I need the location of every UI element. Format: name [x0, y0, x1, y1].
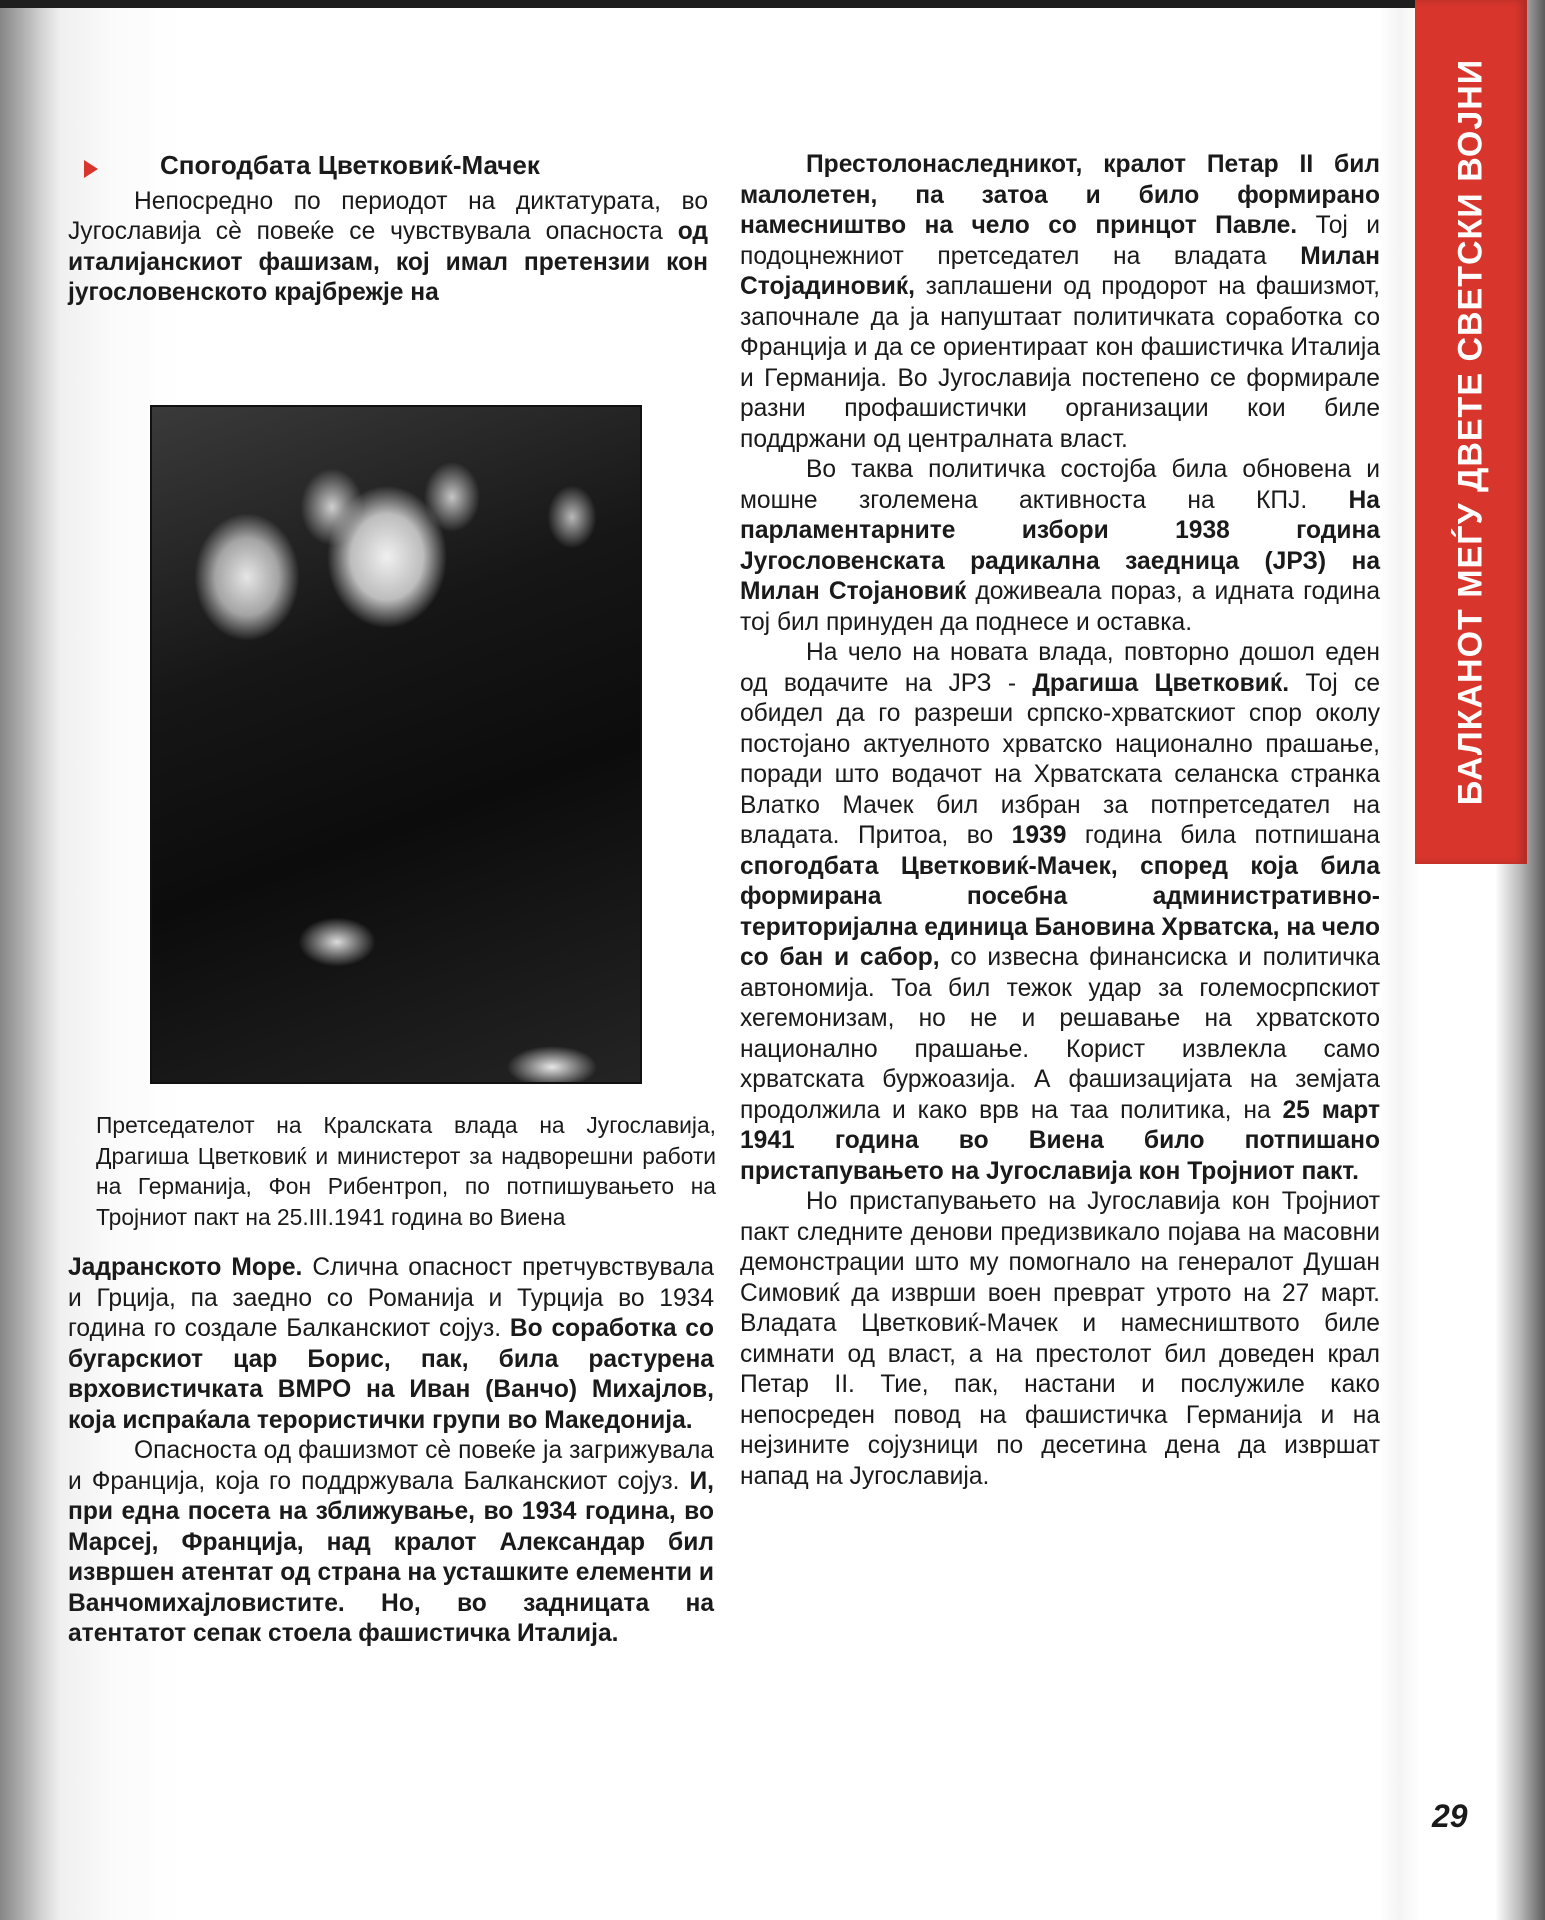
paragraph — [740, 455, 1380, 638]
text-run: со извесна финансиска и политичка автономија. Тоа бил тежок удар за големосрпскиот хегемонизам, но не и решавање на хрватското национално прашање. Корист извлекла само хрватската буржоазија. А фашизацијата на земјата продолжила и како врв на таа политика, на — [740, 944, 1380, 1124]
bold-text-run: 25 март 1941 година во Виена било потпишано пристапувањето на Југославија кон Тројниот пакт. — [740, 1096, 1381, 1185]
text-run: заплашени од продорот на фашизмот, започнале да ја напуштаат политичката соработка со Франција и да се ориентираат кон фашистичка Италија и Германија. Во Југославија постепено се формирале разни профашистички организации кои биле поддржани од централната власт. — [740, 273, 1380, 453]
section-heading-text: Спогодбата Цветковиќ-Мачек — [160, 150, 540, 180]
bold-text-run: од италијанскиот фашизам, кој имал претензии кон југословенското крајбрежје на — [68, 218, 708, 306]
paragraph — [68, 1436, 714, 1650]
bold-text-run: Престолонаследникот, кралот Петар II бил малолетен, па затоа и било формирано намесништво на чело со принцот Павле. — [740, 151, 1380, 239]
text-run: доживеала пораз, а идната година тој бил принуден да поднесе и оставка. — [740, 578, 1380, 636]
bold-text-run: спогодбата Цветковиќ-Мачек, според која била формирана посебна административно-територијална единица Бановина Хрватска, на чело со бан и сабор, — [740, 852, 1380, 971]
paragraph: Но пристапувањето на Југославија кон Тројниот пакт следните денови предизвикало појава на масовни демонстрации што му помогнало на генералот Душан Симовиќ да изврши воен преврат утрото на 27 март. Владата Цветковиќ-Мачек и намесништвото биле симнати од власт, а на престолот бил доведен крал Петар II. Тие, пак, настани и послужиле како непосреден повод на фашистичка Германија и на нејзините сојузници по десетина дена да извршат напад на Југославија. — [740, 1188, 1380, 1490]
bold-text-run: На парламентарните избори 1938 година Југословенската радикална заедница (ЈРЗ) на Милан Стојановиќ — [740, 486, 1380, 605]
bold-text-run: Јадранското Море. — [68, 1254, 303, 1281]
bold-text-run: Во соработка со бугарскиот цар Борис, пак, била растурена врховистичката ВМРО на Иван (Ванчо) Михајлов, која испраќала терористички групи во Македонија. — [68, 1315, 715, 1434]
paragraph — [68, 187, 708, 309]
triangle-bullet-icon — [84, 160, 98, 178]
text-run: година била потпишана — [1066, 822, 1380, 849]
text-run: Во таква политичка состојба била обновена и мошне зголемена активноста на КПЈ. — [740, 456, 1380, 514]
page-number: 29 — [1432, 1798, 1468, 1834]
bold-text-run: Драгиша Цветковиќ. — [1032, 669, 1290, 697]
left-column-bottom — [68, 1253, 714, 1650]
text-run: Тој се обидел да го разреши српско-хрватскиот спор околу постојано актуелното хрватско национално прашање, поради што водачот на Хрватската селанска странка Влатко Мачек бил избран за потпретседател на владата. Притоа, во — [740, 669, 1381, 849]
left-column-top — [68, 150, 708, 309]
right-column — [740, 150, 1380, 1492]
section-heading — [68, 150, 708, 181]
chapter-side-tab-title: БАЛКАНОТ МЕЃУ ДВЕТЕ СВЕТСКИ ВОЈНИ — [1451, 58, 1490, 806]
photo-caption: Претседателот на Кралската влада на Југославија, Драгиша Цветковиќ и министерот за надворешни работи на Германија, Фон Рибентроп, по потпишувањето на Тројниот пакт на 25.III.1941 година во Виена — [96, 1112, 716, 1230]
text-run: Непосредно по периодот на диктатурата, во Југославија сè повеќе се чувствувала опасноста — [68, 187, 708, 245]
binding-shadow — [0, 0, 60, 1920]
text-run: Слична опасност претчувствувала и Грција, па заедно со Романија и Турција во 1934 година го создале Балканскиот сојуз. — [68, 1254, 714, 1342]
paragraph — [740, 150, 1380, 455]
text-run: Тој и подоцнежниот претседател на владата — [740, 212, 1380, 270]
paragraph — [68, 1253, 714, 1436]
bold-text-run: 1939 — [1011, 822, 1067, 849]
bold-text-run: Милан Стојадиновиќ, — [740, 242, 1380, 300]
text-run: На чело на новата влада, повторно дошол еден од водачите на ЈРЗ - — [740, 639, 1380, 697]
historical-photo — [150, 405, 642, 1084]
text-run: Опасноста од фашизмот сè повеќе ја загрижувала и Франција, која го поддржувала Балканскиот сојуз. — [68, 1437, 714, 1495]
chapter-side-tab — [1415, 0, 1527, 864]
top-edge — [0, 0, 1545, 8]
paragraph — [740, 638, 1380, 1187]
bold-text-run: И, при една посета на зближување, во 1934 година, во Марсеј, Франција, над кралот Александар бил извршен атентат од страна на усташките елементи и Ванчомихајловистите. Но, во задницата на атентатот сепак стоела фашистичка Италија. — [68, 1467, 714, 1647]
